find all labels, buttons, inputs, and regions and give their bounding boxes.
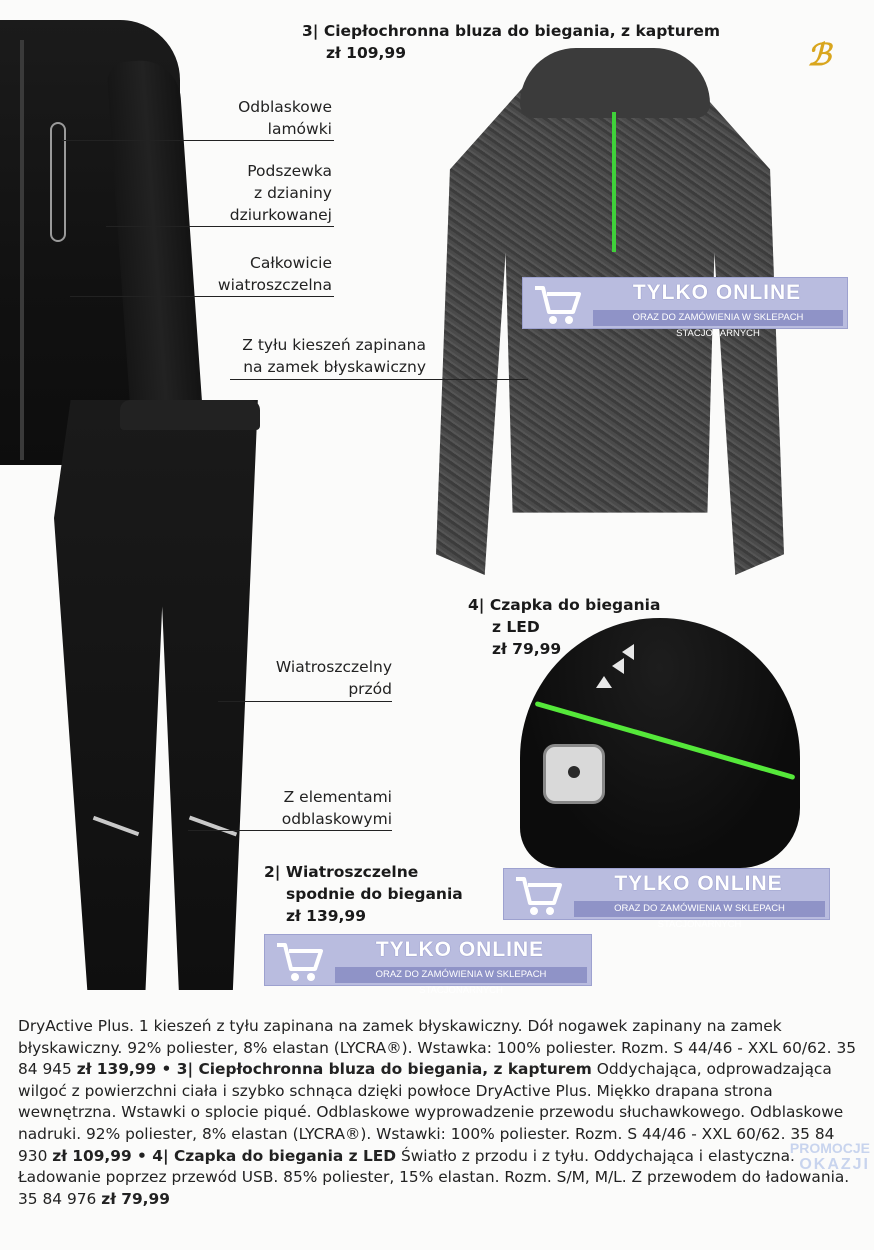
hoodie-header [302,20,742,42]
pants-header [264,861,464,883]
hoodie-number: 3| [302,22,319,40]
leader-line [70,296,334,297]
reflective-triangle-icon [596,676,612,688]
callout-windproof: Całkowicie wiatroszczelna [217,254,332,294]
pants-description-price: zł 139,99 [76,1060,157,1079]
callout-reflective-elements: Z elementami odblaskowymi [281,788,392,828]
separator-4: • 4| [131,1146,174,1165]
leader-line [230,379,528,380]
beanie-title-line1: Czapka do biegania [489,596,661,614]
leader-line [106,226,334,227]
pants-number: 2| [264,863,281,881]
led-bulb-icon [568,766,580,778]
hoodie-description-price: zł 109,99 [52,1146,132,1165]
reflective-triangle-icon [622,644,634,660]
pants-waistband [120,400,260,430]
pants-title-line2: spodnie do biegania [286,885,463,903]
beanie-image [520,618,800,868]
watermark [770,1140,870,1196]
shopping-cart-icon [273,939,325,983]
watermark-line2: OKAZJI [799,1156,870,1173]
banner-sub-text: ORAZ DO ZAMÓWIENIA W SKLEPACH STACJONARNYCH [335,967,587,983]
pants-description: DryActive Plus. 1 kieszeń z tyłu zapinana na zamek błyskawiczny. Dół nogawek zapinany na zamek błyskawiczny. 92% poliester, 8% elastan (LYCRA®). Wstawka: 100% poliester. Rozm. S 44/46 - XXL 60/62. 35 84 945 [18,1017,857,1079]
beanie-description-title: Czapka do biegania z LED [173,1146,397,1165]
watermark-line1: PROMOCJE [789,1140,870,1156]
pants-price: zł 139,99 [286,907,366,925]
beanie-title-line2: z LED [492,618,540,636]
pants-title-line1: Wiatroszczelne [285,863,419,881]
beanie-header [468,594,688,616]
product-description [18,1016,863,1210]
callout-windproof-front: Wiatroszczelny przód [275,658,392,698]
beanie-price: zł 79,99 [492,640,562,658]
banner-main-text: TYLKO ONLINE [614,872,783,895]
hoodie-description-title: Ciepłochronna bluza do biegania, z kapturem [198,1060,592,1079]
hoodie-title: Ciepłochronna bluza do biegania, z kapturem [323,22,721,40]
leader-line [218,701,392,702]
banner-main-text: TYLKO ONLINE [632,281,802,304]
online-only-banner-hoodie[interactable] [522,277,848,339]
pants-image [54,400,262,990]
brand-logo: ℬ [807,38,831,73]
jacket-zip [20,40,24,460]
shopping-cart-icon [531,282,583,326]
banner-sub-text: ORAZ DO ZAMÓWIENIA W SKLEPACH STACJONARNYCH [574,901,825,917]
hoodie-hood [520,48,710,118]
leader-line [62,140,334,141]
reflective-triangle-icon [612,658,624,674]
hoodie-description: Oddychająca, odprowadzająca wilgoć z powierzchni ciała i szybko schnąca dzięki powłoce DryActive Plus. Miękko drapana strona wewnętrzna. Wstawki o splocie piqué. Odblaskowe wyprowadzenie przewodu słuchawkowego. Odblaskowe nadruki. 92% poliester, 8% elastan (LYCRA®). Wstawki: 100% poliester. Rozm. S 44/46 - XXL 60/62. 35 84 930 [18,1060,844,1165]
beanie-description-price: zł 79,99 [101,1189,170,1208]
beanie-number: 4| [468,596,485,614]
online-only-banner-pants[interactable] [264,934,592,996]
shopping-cart-icon [512,873,564,917]
hoodie-price: zł 109,99 [326,44,406,62]
banner-main-text: TYLKO ONLINE [375,938,545,961]
banner-sub-text: ORAZ DO ZAMÓWIENIA W SKLEPACH STACJONARNYCH [593,310,843,326]
callout-reflective-trims: Odblaskowe lamówki [238,98,332,138]
hoodie-zip [612,112,616,252]
callout-back-pocket: Z tyłu kieszeń zapinana na zamek błyskawiczny [242,336,426,376]
separator-3: • 3| [156,1060,199,1079]
leader-line [188,830,392,831]
beanie-description: Światło z przodu i z tyłu. Oddychająca i elastyczna. Ładowanie poprzez przewód USB. 85% poliester, 15% elastan. Rozm. S/M, M/L. Z przewodem do ładowania. 35 84 976 [18,1146,850,1208]
callout-mesh-lining: Podszewka z dzianiny dziurkowanej [229,162,332,224]
online-only-banner-beanie[interactable] [503,868,830,930]
